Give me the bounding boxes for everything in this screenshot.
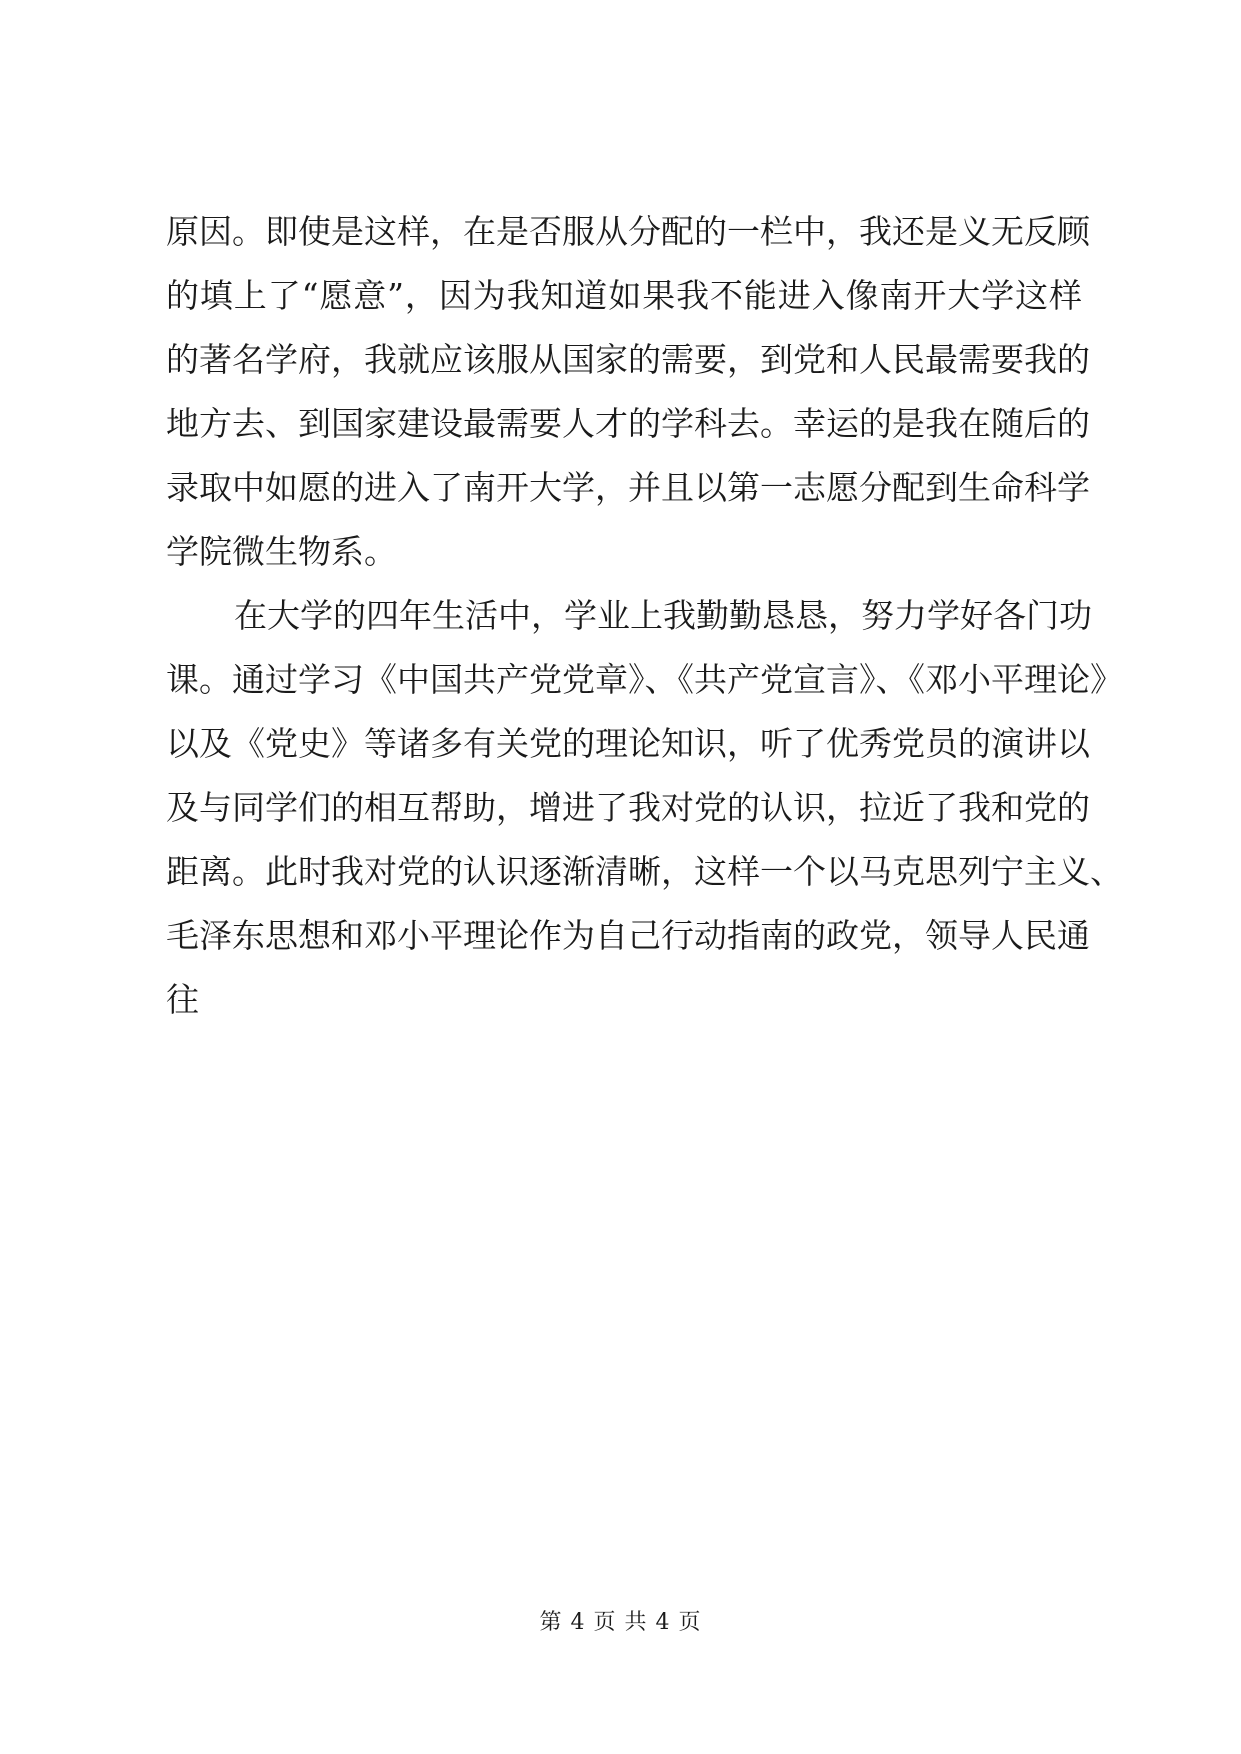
- page-footer: [0, 1608, 1241, 1638]
- text-line: 录取中如愿的进入了南开大学，并且以第一志愿分配到生命科学: [166, 468, 1090, 507]
- text-line: 的填上了“愿意”，因为我知道如果我不能进入像南开大学这样: [166, 276, 1082, 315]
- text-line: 毛泽东思想和邓小平理论作为自己行动指南的政党，领导人民通: [166, 916, 1090, 955]
- text-line: 及与同学们的相互帮助，增进了我对党的认识，拉近了我和党的: [166, 788, 1090, 827]
- text-line: 的著名学府，我就应该服从国家的需要，到党和人民最需要我的: [166, 340, 1090, 379]
- text-line: 学院微生物系。: [166, 532, 397, 571]
- text-line: 在大学的四年生活中，学业上我勤勤恳恳，努力学好各门功: [234, 596, 1092, 635]
- paragraph-2: [166, 584, 1123, 1032]
- text-line: 地方去、到国家建设最需要人才的学科去。幸运的是我在随后的: [166, 404, 1090, 443]
- text-line: 距离。此时我对党的认识逐渐清晰，这样一个以马克思列宁主义、: [166, 852, 1123, 891]
- text-line: 原因。即使是这样，在是否服从分配的一栏中，我还是义无反顾: [166, 212, 1090, 251]
- text-line: 往: [166, 980, 199, 1019]
- paragraph-1: [166, 200, 1090, 584]
- page-number: 第 4 页 共 4 页: [539, 1610, 702, 1635]
- text-line: 课。通过学习《中国共产党党章》、《共产党宣言》、《邓小平理论》: [166, 660, 1123, 699]
- text-line: 以及《党史》等诸多有关党的理论知识，听了优秀党员的演讲以: [166, 724, 1090, 763]
- document-body: [166, 200, 1123, 1032]
